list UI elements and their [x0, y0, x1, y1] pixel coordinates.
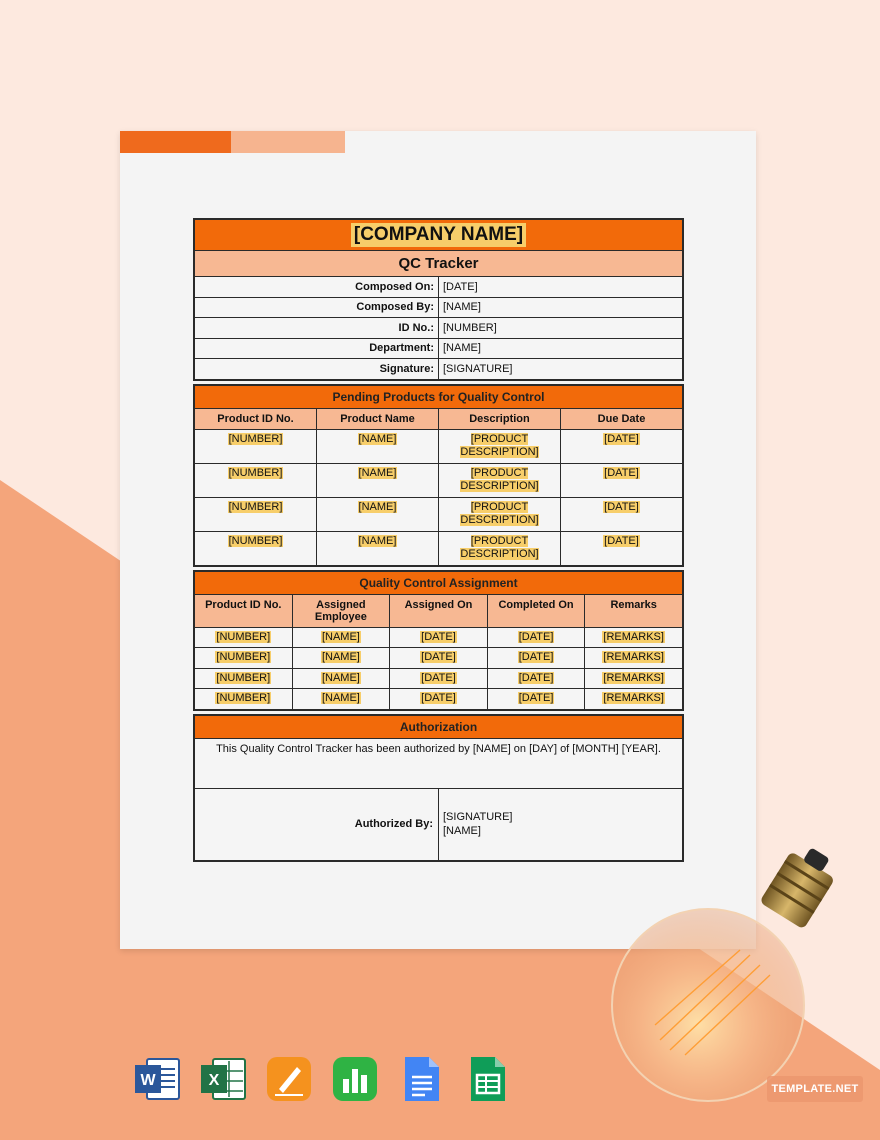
- info-row: [195, 277, 683, 298]
- svg-text:W: W: [140, 1072, 156, 1089]
- info-label: Department:: [195, 338, 439, 359]
- pending-products-block: [193, 384, 684, 567]
- column-header: Completed On: [487, 594, 585, 627]
- authorization-statement[interactable]: This Quality Control Tracker has been authorized by [NAME] on [DAY] of [MONTH] [YEAR].: [195, 738, 683, 788]
- info-value[interactable]: [SIGNATURE]: [439, 359, 683, 380]
- column-header: Product ID No.: [195, 594, 293, 627]
- product-name-cell[interactable]: [NAME]: [317, 429, 439, 463]
- app-icons-row: [133, 1055, 511, 1103]
- product-id-cell[interactable]: [NUMBER]: [195, 627, 293, 648]
- completed-on-cell[interactable]: [DATE]: [487, 668, 585, 689]
- table-row: [195, 689, 683, 710]
- assigned-on-cell[interactable]: [DATE]: [390, 648, 488, 669]
- section-title: Pending Products for Quality Control: [195, 385, 683, 408]
- description-cell[interactable]: [PRODUCT DESCRIPTION]: [439, 429, 561, 463]
- name-placeholder: [NAME]: [443, 825, 481, 837]
- qc-tracker-form: [193, 218, 684, 865]
- table-row: [195, 668, 683, 689]
- column-header: Product ID No.: [195, 408, 317, 429]
- header-block: [193, 218, 684, 381]
- signature-placeholder: [SIGNATURE]: [443, 811, 513, 823]
- table-row: [195, 463, 683, 497]
- table-row: [195, 531, 683, 565]
- info-value[interactable]: [NUMBER]: [439, 318, 683, 339]
- qc-assignment-block: [193, 570, 684, 711]
- assigned-on-cell[interactable]: [DATE]: [390, 689, 488, 710]
- due-date-cell[interactable]: [DATE]: [561, 497, 683, 531]
- remarks-cell[interactable]: [REMARKS]: [585, 627, 683, 648]
- table-row: [195, 627, 683, 648]
- company-name-cell: [195, 220, 683, 251]
- info-label: Composed On:: [195, 277, 439, 298]
- employee-cell[interactable]: [NAME]: [292, 689, 390, 710]
- template-net-logo[interactable]: TEMPLATE.NET: [767, 1076, 863, 1102]
- product-name-cell[interactable]: [NAME]: [317, 531, 439, 565]
- google-sheets-icon[interactable]: [463, 1055, 511, 1103]
- column-header: Description: [439, 408, 561, 429]
- info-row: [195, 338, 683, 359]
- column-header: Assigned On: [390, 594, 488, 627]
- due-date-cell[interactable]: [DATE]: [561, 463, 683, 497]
- table-row: [195, 497, 683, 531]
- info-value[interactable]: [NAME]: [439, 338, 683, 359]
- employee-cell[interactable]: [NAME]: [292, 668, 390, 689]
- product-name-cell[interactable]: [NAME]: [317, 497, 439, 531]
- section-title: Quality Control Assignment: [195, 571, 683, 594]
- company-name[interactable]: [COMPANY NAME]: [351, 223, 526, 247]
- info-label: Signature:: [195, 359, 439, 380]
- completed-on-cell[interactable]: [DATE]: [487, 689, 585, 710]
- info-row: [195, 297, 683, 318]
- word-icon[interactable]: [133, 1055, 181, 1103]
- description-cell[interactable]: [PRODUCT DESCRIPTION]: [439, 531, 561, 565]
- svg-text:X: X: [208, 1072, 220, 1089]
- paper-accent-peach: [231, 131, 345, 153]
- authorized-by-label: Authorized By:: [195, 788, 439, 860]
- completed-on-cell[interactable]: [DATE]: [487, 648, 585, 669]
- info-row: [195, 318, 683, 339]
- product-id-cell[interactable]: [NUMBER]: [195, 689, 293, 710]
- info-value[interactable]: [DATE]: [439, 277, 683, 298]
- product-id-cell[interactable]: [NUMBER]: [195, 531, 317, 565]
- paper-accent-orange: [120, 131, 231, 153]
- product-id-cell[interactable]: [NUMBER]: [195, 463, 317, 497]
- description-cell[interactable]: [PRODUCT DESCRIPTION]: [439, 497, 561, 531]
- form-title: QC Tracker: [195, 251, 683, 277]
- table-row: [195, 429, 683, 463]
- info-label: Composed By:: [195, 297, 439, 318]
- info-label: ID No.:: [195, 318, 439, 339]
- remarks-cell[interactable]: [REMARKS]: [585, 648, 683, 669]
- product-id-cell[interactable]: [NUMBER]: [195, 497, 317, 531]
- google-docs-icon[interactable]: [397, 1055, 445, 1103]
- pages-icon[interactable]: [265, 1055, 313, 1103]
- table-row: [195, 648, 683, 669]
- completed-on-cell[interactable]: [DATE]: [487, 627, 585, 648]
- product-id-cell[interactable]: [NUMBER]: [195, 429, 317, 463]
- due-date-cell[interactable]: [DATE]: [561, 429, 683, 463]
- description-cell[interactable]: [PRODUCT DESCRIPTION]: [439, 463, 561, 497]
- info-value[interactable]: [NAME]: [439, 297, 683, 318]
- excel-icon[interactable]: [199, 1055, 247, 1103]
- due-date-cell[interactable]: [DATE]: [561, 531, 683, 565]
- product-id-cell[interactable]: [NUMBER]: [195, 648, 293, 669]
- remarks-cell[interactable]: [REMARKS]: [585, 668, 683, 689]
- employee-cell[interactable]: [NAME]: [292, 648, 390, 669]
- product-name-cell[interactable]: [NAME]: [317, 463, 439, 497]
- product-id-cell[interactable]: [NUMBER]: [195, 668, 293, 689]
- assigned-on-cell[interactable]: [DATE]: [390, 668, 488, 689]
- info-row: [195, 359, 683, 380]
- document-paper: [120, 131, 756, 949]
- assigned-on-cell[interactable]: [DATE]: [390, 627, 488, 648]
- section-title: Authorization: [195, 715, 683, 738]
- column-header: Product Name: [317, 408, 439, 429]
- column-header: Remarks: [585, 594, 683, 627]
- numbers-icon[interactable]: [331, 1055, 379, 1103]
- column-header: Assigned Employee: [292, 594, 390, 627]
- employee-cell[interactable]: [NAME]: [292, 627, 390, 648]
- remarks-cell[interactable]: [REMARKS]: [585, 689, 683, 710]
- column-header: Due Date: [561, 408, 683, 429]
